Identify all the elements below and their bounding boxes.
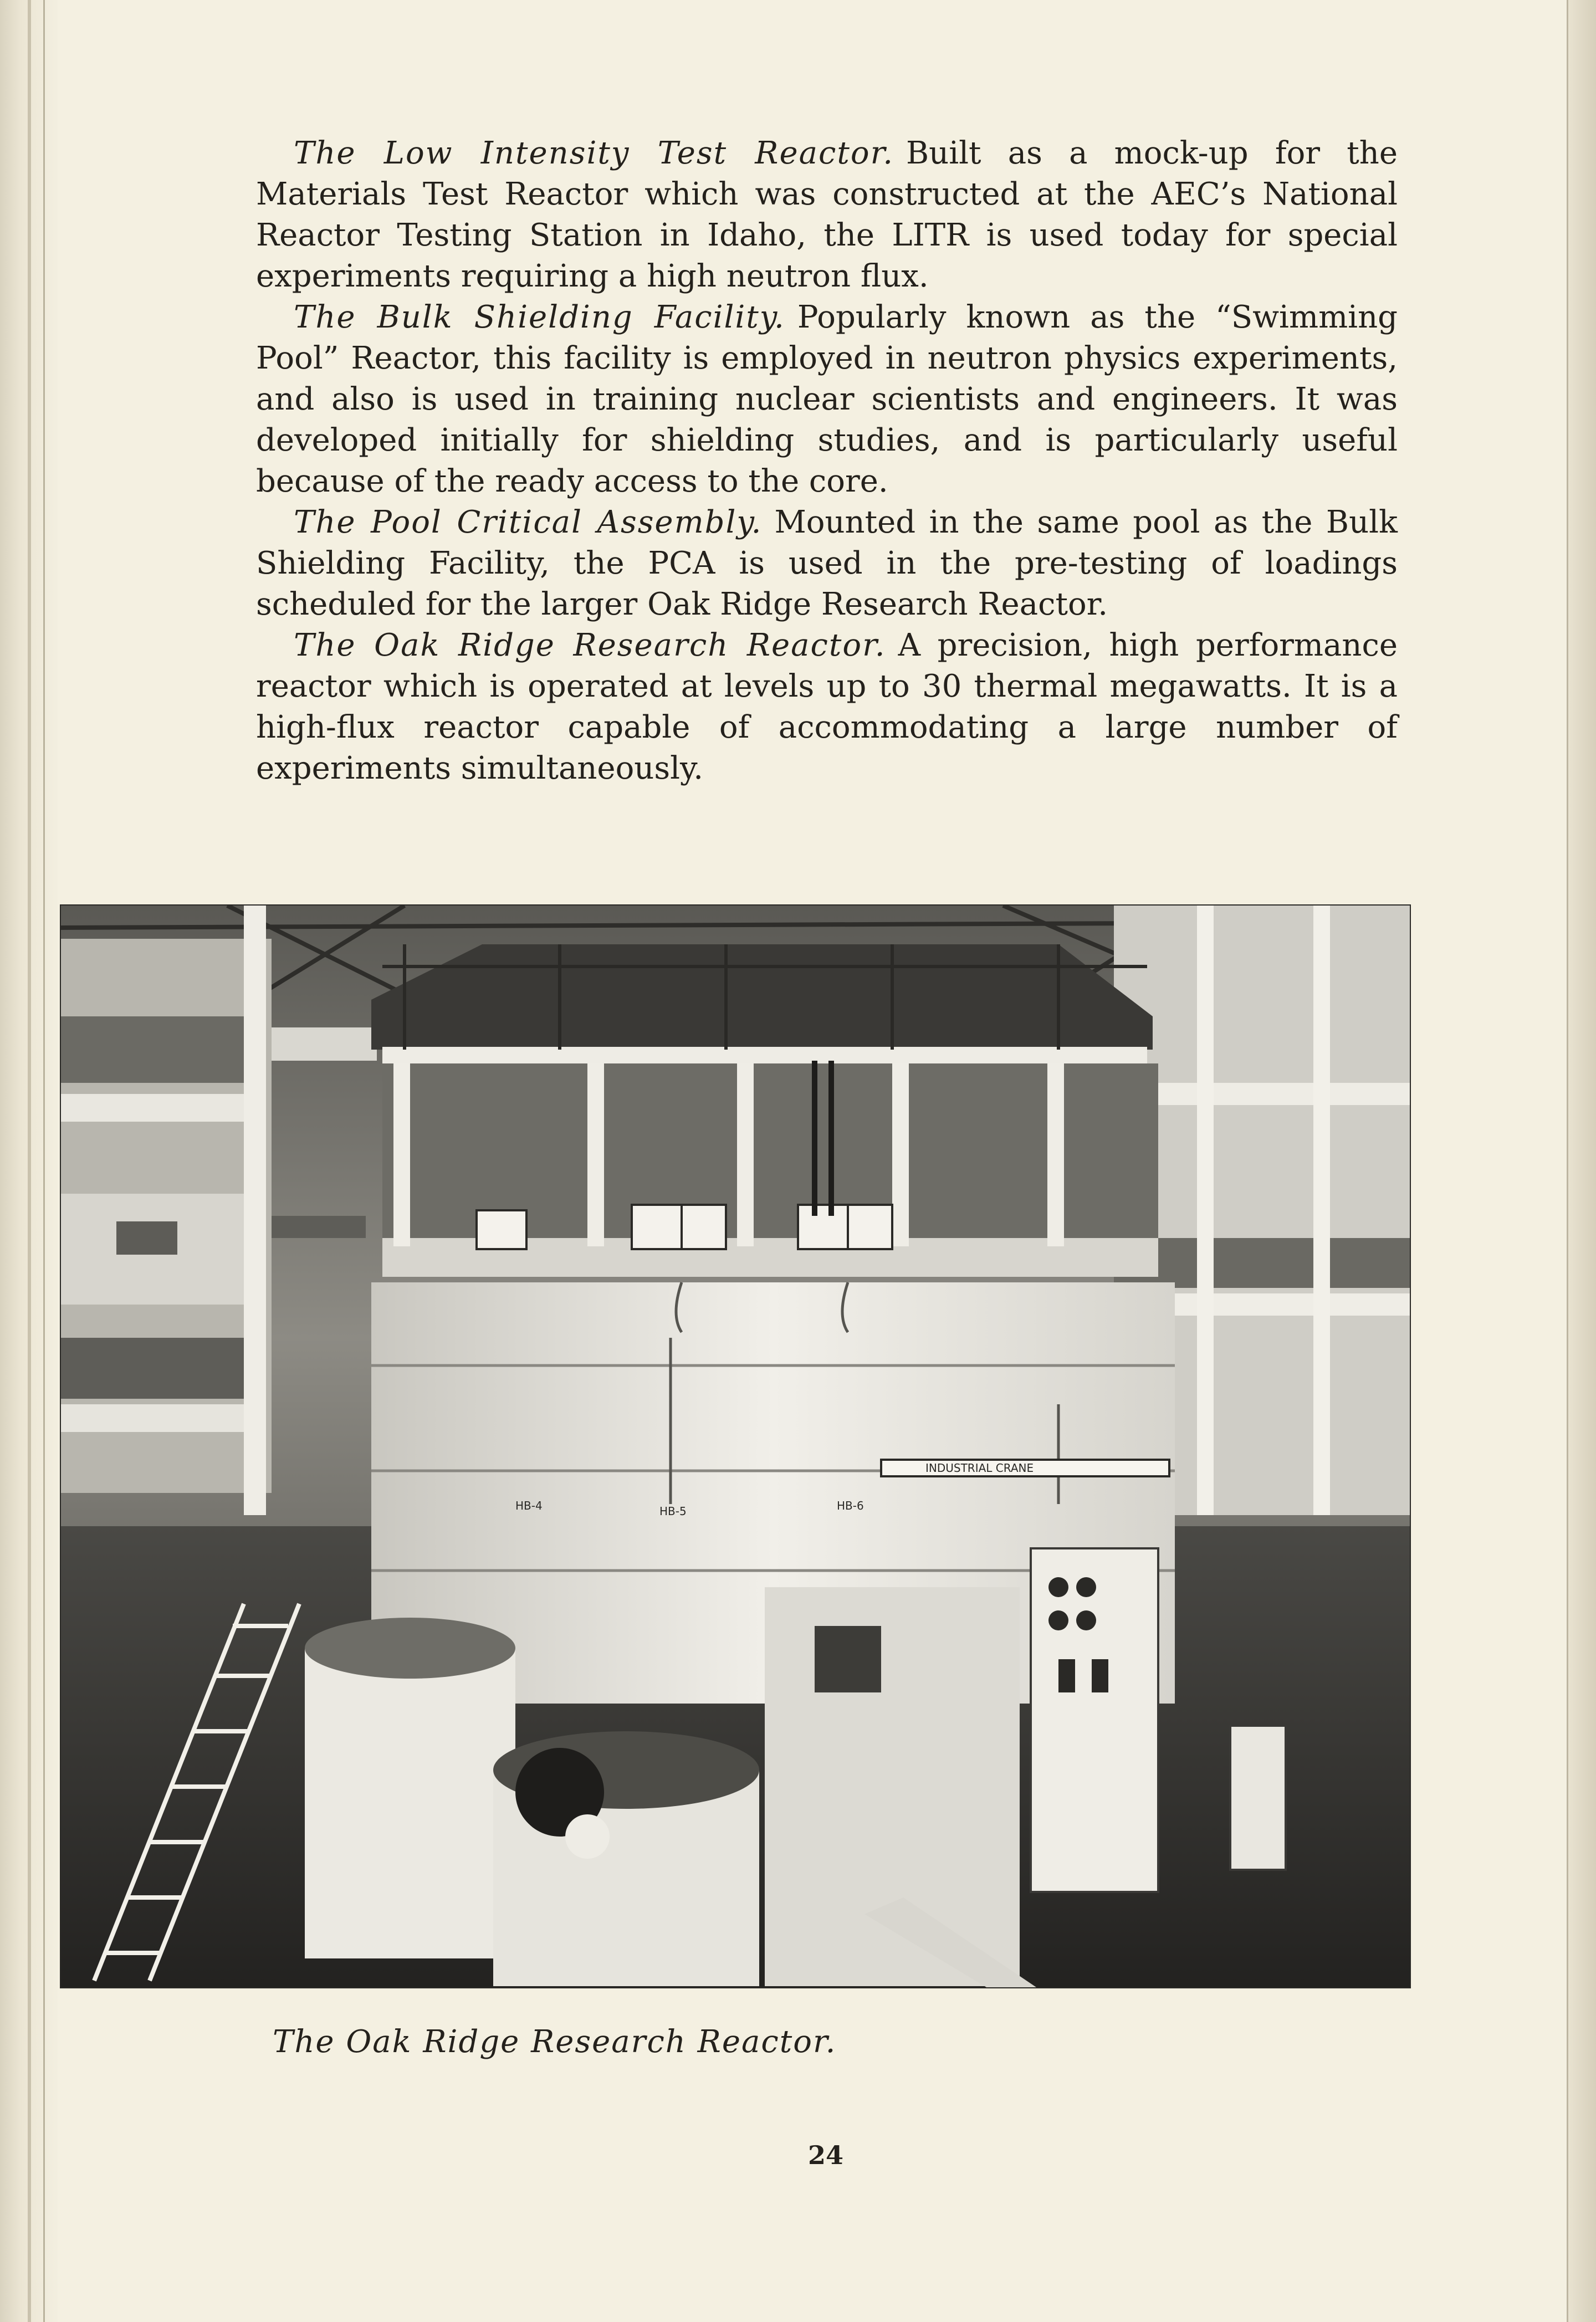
page-number: 24 [807, 2140, 843, 2170]
binding-shadow [28, 0, 31, 2322]
paragraph-litr [256, 133, 1398, 297]
body-text [256, 133, 1398, 789]
paragraph-body: Built as a mock-up for the Materials Test Reactor which was constructed at the AEC’s National Reactor Testing Station in Idaho, the LITR is used today for special experiments requiring a high neutron flux. [256, 135, 1398, 294]
beam-hole-label-hb6: HB-6 [837, 1499, 864, 1512]
binding-line [43, 0, 45, 2322]
paragraph-title: The Bulk Shielding Facility. [294, 299, 785, 335]
paragraph-orr [256, 625, 1398, 789]
upper-platform [371, 944, 1153, 1063]
paragraph-body: Popularly known as the “Swimming Pool” Reactor, this facility is employed in neutron physics experiments, and also is used in training nuclear scientists and engineers. It was developed initially for shielding studies, and is particularly useful because of the ready access to the core. [256, 299, 1398, 499]
paragraph-title: The Pool Critical Assembly. [294, 504, 763, 540]
paragraph-body: Mounted in the same pool as the Bulk Shielding Facility, the PCA is used in the pre-testing of loadings scheduled for the larger Oak Ridge Research Reactor. [256, 504, 1398, 622]
page-edge-line [1567, 0, 1568, 2322]
control-level [382, 1061, 1158, 1277]
paragraph-pca [256, 502, 1398, 625]
paragraph-title: The Low Intensity Test Reactor. [294, 135, 894, 171]
paragraph-body: A precision, high performance reactor which is operated at levels up to 30 thermal megawatts. It is a high-flux reactor capable of accommodating a large number of experiments simultaneously. [256, 627, 1398, 786]
paragraph-title: The Oak Ridge Research Reactor. [294, 627, 886, 663]
crane-label: INDUSTRIAL CRANE [925, 1461, 1034, 1475]
photo-caption: The Oak Ridge Research Reactor. [273, 2024, 837, 2060]
page-edge-right [1567, 0, 1596, 2322]
reactor-photograph [60, 904, 1411, 1988]
beam-hole-label-hb5: HB-5 [659, 1505, 687, 1518]
paragraph-bsf [256, 297, 1398, 502]
beam-hole-label-hb4: HB-4 [515, 1499, 543, 1512]
